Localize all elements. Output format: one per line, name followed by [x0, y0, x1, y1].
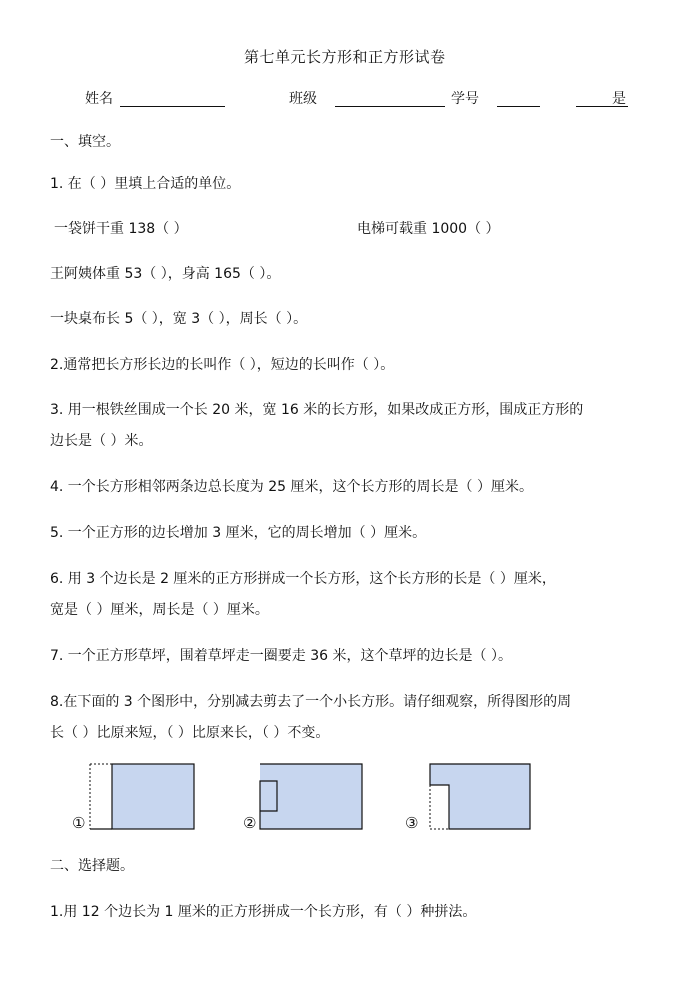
student-no-label: 学号 — [451, 91, 479, 107]
q1-prompt: 1. 在（ ）里填上合适的单位。 — [50, 176, 241, 192]
q1-line1a: 一袋饼干重 138（ ） — [54, 221, 188, 237]
q1-line1b: 电梯可载重 1000（ ） — [357, 221, 500, 237]
class-label: 班级 — [289, 91, 317, 107]
section2-q1: 1.用 12 个边长为 1 厘米的正方形拼成一个长方形，有（ ）种拼法。 — [50, 904, 477, 920]
section1-heading: 一、填空。 — [50, 134, 120, 150]
q2: 2.通常把长方形长边的长叫作（ ），短边的长叫作（ ）。 — [50, 357, 395, 373]
q5: 5. 一个正方形的边长增加 3 厘米，它的周长增加（ ）厘米。 — [50, 525, 427, 541]
q8-line1: 8.在下面的 3 个图形中，分别减去剪去了一个小长方形。请仔细观察，所得图形的周 — [50, 694, 572, 710]
q6-line1: 6. 用 3 个边长是 2 厘米的正方形拼成一个长方形，这个长方形的长是（ ）厘米， — [50, 571, 556, 587]
figure-3-shape — [430, 764, 530, 829]
q8-line2: 长（ ）比原来短，（ ）比原来长，（ ）不变。 — [50, 725, 330, 741]
figure-label-1: ① — [72, 814, 86, 832]
q1-line2: 王阿姨体重 53（ ），身高 165（ ）。 — [50, 266, 281, 282]
figure-3-dashed-corner — [430, 785, 449, 829]
section2-heading: 二、选择题。 — [50, 858, 134, 874]
figure-label-3: ③ — [405, 814, 419, 832]
q6-line2: 宽是（ ）厘米，周长是（ ）厘米。 — [50, 602, 269, 618]
page-title: 第七单元长方形和正方形试卷 — [244, 48, 446, 66]
figure-label-2: ② — [243, 814, 257, 832]
q7: 7. 一个正方形草坪，围着草坪走一圈要走 36 米，这个草坪的边长是（ ）。 — [50, 648, 512, 664]
q1-line3: 一块桌布长 5（ ），宽 3（ ），周长（ ）。 — [50, 311, 308, 327]
q3-line1: 3. 用一根铁丝围成一个长 20 米，宽 16 米的长方形，如果改成正方形，围成正方形的 — [50, 402, 584, 418]
q3-line2: 边长是（ ）米。 — [50, 433, 153, 449]
name-label: 姓名 — [85, 91, 113, 107]
extra-label: 是 — [612, 91, 626, 107]
q4: 4. 一个长方形相邻两条边总长度为 25 厘米，这个长方形的周长是（ ）厘米。 — [50, 479, 533, 495]
